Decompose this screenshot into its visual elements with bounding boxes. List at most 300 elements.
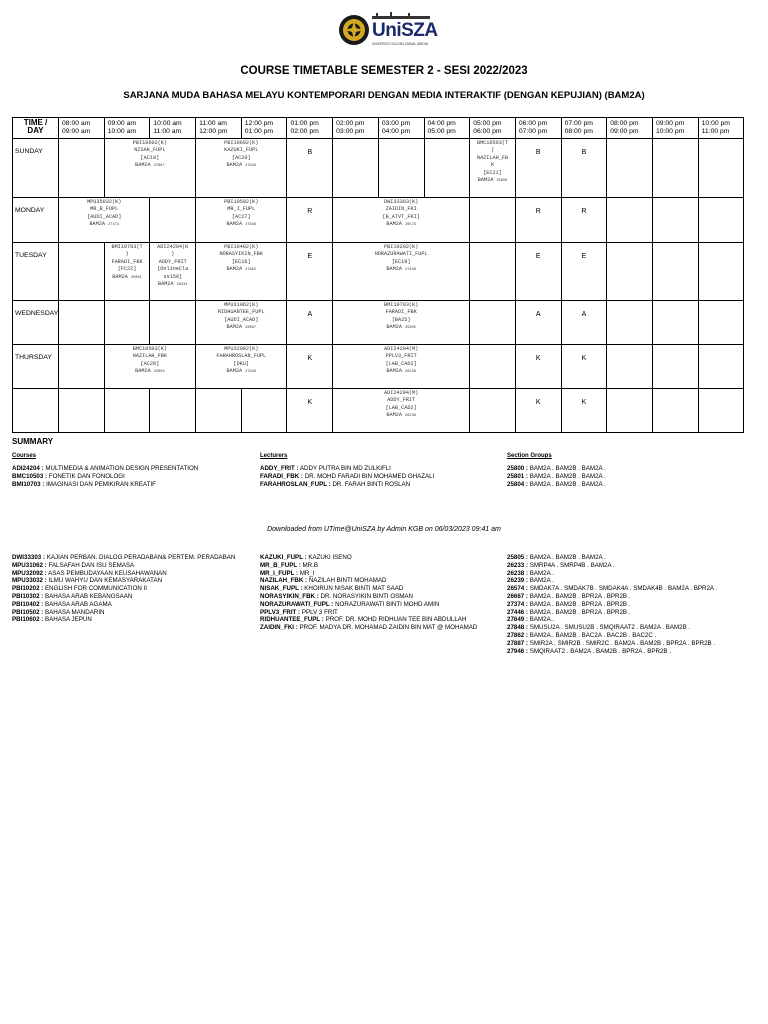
summary-name: BAHASA ARAB KEBANGSAAN	[45, 592, 133, 600]
summary-entry	[12, 481, 198, 489]
unisza-logo	[338, 10, 438, 50]
class-slot-line: ZAIDIN_FKI	[385, 206, 417, 213]
break-marker: A	[561, 301, 607, 345]
summary-name: SMIR2A . SMIR2B . SMIR2C . BAM2A . BAM2B . BPR2A . BPR2B .	[529, 639, 716, 647]
summary-entry	[507, 624, 717, 632]
summary-name: NAZILAH BINTI MOHAMAD	[308, 577, 387, 585]
summary-entry	[12, 465, 198, 473]
class-slot-line: BAM2A 26233	[157, 281, 188, 288]
summary-code: ADDY_FRIT :	[260, 465, 299, 472]
break-marker: K	[287, 389, 333, 433]
section-groups-list-continued	[507, 554, 717, 655]
timetable	[12, 117, 744, 433]
lecturers-list	[260, 465, 434, 489]
summary-code: MR_B_FUPL :	[260, 561, 301, 569]
class-slot-line: PBI10602(K)	[224, 140, 259, 146]
timetable-header-row	[13, 118, 744, 139]
class-slot-line: ss150]	[163, 273, 183, 280]
summary-code: PBI10202 :	[12, 585, 44, 593]
class-slot-line: MPU32092(K)	[224, 346, 259, 352]
summary-entry	[12, 609, 235, 617]
section-group-code: 26574	[405, 223, 416, 228]
class-slot[interactable]	[196, 243, 287, 301]
empty-slot	[150, 301, 196, 345]
summary-name: DR. MOHD FARADI BIN MOHAMED GHAZALI	[304, 473, 435, 480]
class-slot[interactable]	[333, 389, 470, 433]
logo-tagline: UNIVERSITI SULTAN ZAINAL ABIDIN	[372, 42, 428, 46]
class-slot[interactable]	[59, 198, 150, 243]
summary-name: BAM2A . BAM2B . BAC2A . BAC2B . BAC2C .	[529, 631, 657, 639]
empty-slot	[59, 345, 105, 389]
class-slot-text	[196, 243, 286, 275]
empty-slot	[652, 301, 698, 345]
section-group-code: 26233	[176, 283, 188, 288]
summary-name: MR.B	[302, 561, 318, 569]
class-slot-line: FARADI_FBK	[385, 309, 417, 316]
empty-slot	[607, 198, 653, 243]
empty-slot	[652, 345, 698, 389]
time-slot-header: 06:00 pm 07:00 pm	[515, 118, 561, 139]
summary-name: BAM2A . BAM2B . BAM2A .	[529, 465, 606, 472]
class-slot-line: [AC20]	[140, 360, 160, 367]
summary-name: BAHASA ARAB AGAMA	[45, 600, 112, 608]
empty-slot	[607, 389, 653, 433]
break-marker: K	[561, 345, 607, 389]
class-slot-line: KAZUKI_FUPL	[224, 147, 259, 154]
summary-name: PROF. MADYA DR. MOHAMAD ZAIDIN BIN MAT @ MOHAMAD	[299, 624, 478, 632]
summary-code: FARAHROSLAN_FUPL :	[260, 481, 331, 488]
class-slot-line: BMI10703(K)	[384, 302, 419, 308]
class-slot-text	[333, 301, 469, 333]
summary-name: FALSAFAH DAN ISU SEMASA	[48, 561, 135, 569]
summary-entry	[507, 465, 606, 473]
summary-code: 27374 :	[507, 600, 528, 608]
summary-code: 26238 :	[507, 569, 528, 577]
break-marker: K	[515, 389, 561, 433]
class-slot-line: BAM2A 25804	[135, 368, 165, 375]
section-group-code: 25805	[405, 326, 416, 331]
class-slot-text	[59, 198, 149, 230]
summary-code: MPU31062 :	[12, 561, 47, 569]
class-slot-line: [FC22]	[117, 266, 137, 273]
summary-code: 27887 :	[507, 639, 528, 647]
class-slot-line: FARADI_FBK	[111, 258, 143, 265]
summary-code: MR_I_FUPL :	[260, 569, 299, 577]
empty-slot	[698, 198, 744, 243]
summary-name: KHOIRUN NISAK BINTI MAT SAAD	[304, 585, 404, 593]
class-slot[interactable]	[333, 301, 470, 345]
summary-entry	[507, 632, 717, 640]
time-slot-header: 07:00 pm 08:00 pm	[561, 118, 607, 139]
timetable-row	[13, 198, 744, 243]
class-slot-line: BMC10503(T	[476, 140, 509, 146]
summary-name: DR. FARAH BINTI ROSLAN	[332, 481, 411, 488]
summary-entry	[260, 624, 477, 632]
class-slot-line: RIDHUANTEE_FUPL	[217, 309, 265, 316]
class-slot[interactable]	[470, 139, 516, 198]
summary-entry	[12, 577, 235, 585]
summary-name: BAM2A . BAM2B . BPR2A . BPR2B .	[529, 600, 631, 608]
empty-slot	[59, 301, 105, 345]
class-slot-line: DWI33303(K)	[384, 199, 419, 205]
summary-name: DR. NORASYIKIN BINTI OSMAN	[320, 592, 414, 600]
summary-entry	[507, 616, 717, 624]
class-slot-line: BAM2A 27862	[226, 266, 256, 273]
summary-entry	[507, 601, 717, 609]
class-slot-line: [EC21]	[483, 169, 502, 176]
summary-entry	[12, 473, 198, 481]
summary-code: DWI33303 :	[12, 554, 46, 561]
section-group-code: 25800	[496, 179, 508, 184]
class-slot[interactable]	[196, 301, 287, 345]
empty-slot	[470, 243, 516, 301]
class-slot-line: MR_I_FUPL	[227, 206, 256, 213]
class-slot-line: [EC16]	[231, 258, 251, 265]
summary-entry	[12, 616, 235, 624]
summary-code: 25800 :	[507, 465, 528, 472]
summary-code: MPU32092 :	[12, 569, 47, 577]
day-label: SUNDAY	[13, 139, 59, 198]
class-slot-line: NORAZURAWATI_FUPL	[374, 251, 428, 258]
break-marker: R	[287, 198, 333, 243]
summary-entry	[260, 601, 477, 609]
class-slot-line: NORASYIKIN_FBK	[219, 251, 264, 258]
summary-code: 27649 :	[507, 616, 528, 624]
empty-slot	[196, 389, 242, 433]
class-slot-line: ADI24204(M)	[384, 390, 419, 396]
summary-code: PBI10602 :	[12, 616, 44, 624]
class-slot-text	[196, 301, 286, 333]
timetable-row	[13, 301, 744, 345]
summary-entry	[260, 465, 434, 473]
class-slot-line: ADI24204(K	[157, 244, 189, 250]
summary-name: BAM2A . BAM2B . BAM2A .	[529, 481, 606, 488]
class-slot-line: BAM2A 26574	[386, 221, 416, 228]
summary-entry	[260, 473, 434, 481]
summary-entry	[507, 648, 717, 656]
summary-entry	[507, 554, 717, 562]
class-slot[interactable]	[196, 345, 287, 389]
class-slot-text	[105, 139, 195, 171]
summary-code: 26574 :	[507, 585, 528, 593]
class-slot[interactable]	[333, 198, 470, 243]
day-label: THURSDAY	[13, 345, 59, 389]
class-slot-line: BAM2A 27946	[226, 368, 256, 375]
class-slot-line: BAM2A 27446	[386, 266, 416, 273]
class-slot-line: BMI10703(T	[111, 244, 143, 250]
summary-name: ASAS PEMBUDAYAAN KEUSAHAWANAN	[48, 569, 167, 577]
summary-name: BAM2A . BAM2B . BAM2A .	[529, 554, 606, 561]
summary-entry	[260, 554, 477, 562]
class-slot[interactable]	[333, 345, 470, 389]
summary-name: BAM2A . BAM2B . BPR2A . BPR2B .	[529, 608, 631, 616]
summary-name: BAM2A .	[529, 577, 554, 585]
class-slot[interactable]	[104, 345, 195, 389]
class-slot-line: [B_ATVT_FKI]	[382, 213, 420, 220]
download-note: Downloaded from UTime@UniSZA by Admin KGB on 06/03/2023 09:41 am	[267, 526, 501, 533]
break-marker: K	[287, 345, 333, 389]
class-slot-line: BAM2A 27374	[89, 221, 119, 228]
summary-entry	[260, 570, 477, 578]
logo-wordmark: UniSZA	[372, 20, 438, 41]
time-slot-header: 09:00 pm 10:00 pm	[652, 118, 698, 139]
section-group-code: 25804	[153, 370, 165, 375]
empty-slot	[424, 139, 470, 198]
time-slot-header: 03:00 pm 04:00 pm	[378, 118, 424, 139]
summary-entry	[507, 640, 717, 648]
class-slot-text	[196, 198, 286, 230]
summary-entry	[507, 585, 717, 593]
class-slot-line: PBI10202(K)	[384, 244, 419, 250]
empty-slot	[698, 301, 744, 345]
summary-code: PBI10302 :	[12, 592, 44, 600]
break-marker: R	[515, 198, 561, 243]
break-marker: B	[561, 139, 607, 198]
summary-name: ENGLISH FOR COMMUNICATION II	[45, 585, 148, 593]
time-slot-header: 08:00 pm 09:00 pm	[607, 118, 653, 139]
class-slot-text	[470, 139, 515, 185]
timetable-row	[13, 345, 744, 389]
class-slot-line: MPU31062(K)	[224, 302, 259, 308]
break-marker: B	[287, 139, 333, 198]
day-label: TUESDAY	[13, 243, 59, 301]
summary-code: 26239 :	[507, 577, 528, 585]
summary-entry	[12, 554, 235, 562]
summary-code: PPLV3_FRIT :	[260, 608, 301, 616]
summary-name: ILMU WAHYU DAN KEMASYARAKATAN	[48, 577, 163, 585]
break-marker: B	[515, 139, 561, 198]
summary-entry	[507, 609, 717, 617]
empty-slot	[698, 139, 744, 198]
class-slot-line: BAM2A 25800	[477, 177, 508, 184]
summary-name: KAZUKI ISENO	[308, 554, 352, 561]
summary-code: PBI10502 :	[12, 608, 44, 616]
empty-slot	[59, 243, 105, 301]
summary-entry	[507, 562, 717, 570]
summary-code: ZAIDIN_FKI :	[260, 624, 298, 632]
summary-name: BAM2A . BAM2B . BPR2A . BPR2B .	[529, 592, 631, 600]
summary-entry	[260, 562, 477, 570]
lecturers-heading: Lecturers	[260, 453, 288, 459]
empty-slot	[333, 139, 379, 198]
class-slot-line: ADI24204(M)	[384, 346, 419, 352]
summary-entry	[12, 562, 235, 570]
summary-name: SMRP4A . SMRP4B . BAM2A .	[529, 561, 615, 569]
empty-slot	[241, 389, 287, 433]
class-slot-line: K	[490, 162, 495, 169]
summary-name: MR_I	[299, 569, 315, 577]
lecturers-list-continued	[260, 554, 477, 632]
class-slot-line: [DKU]	[233, 360, 250, 367]
summary-entry	[260, 616, 477, 624]
empty-slot	[470, 345, 516, 389]
class-slot[interactable]	[196, 198, 287, 243]
timetable-row	[13, 139, 744, 198]
courses-heading: Courses	[12, 453, 37, 459]
class-slot[interactable]	[104, 139, 195, 198]
summary-entry	[260, 609, 477, 617]
summary-name: NORAZURAWATI BINTI MOHD AMIN	[335, 600, 440, 608]
empty-slot	[652, 139, 698, 198]
timetable-row	[13, 243, 744, 301]
summary-code: 25805 :	[507, 554, 528, 561]
summary-entry	[260, 481, 434, 489]
time-slot-header: 04:00 pm 05:00 pm	[424, 118, 470, 139]
section-group-code: 27374	[108, 223, 119, 228]
document-subtitle: SARJANA MUDA BAHASA MELAYU KONTEMPORARI DENGAN MEDIA INTERAKTIF (DENGAN KEPUJIAN) (BAM2A)	[123, 90, 645, 101]
summary-entry	[507, 570, 717, 578]
summary-code: NORASYIKIN_FBK :	[260, 592, 319, 600]
time-slot-header: 02:00 pm 03:00 pm	[333, 118, 379, 139]
class-slot[interactable]	[333, 243, 470, 301]
empty-slot	[59, 389, 105, 433]
section-group-code: 27946	[245, 370, 256, 375]
time-slot-header: 09:00 am 10:00 am	[104, 118, 150, 139]
class-slot-text	[333, 389, 469, 421]
summary-entry	[12, 593, 235, 601]
break-marker: E	[515, 243, 561, 301]
class-slot[interactable]	[196, 139, 287, 198]
class-slot-line: BAM2A 27887	[135, 162, 165, 169]
section-group-code: 27649	[245, 164, 256, 169]
class-slot-line: NISAK_FUPL	[134, 147, 166, 154]
summary-entry	[260, 577, 477, 585]
summary-name: BAHASA MANDARIN	[45, 608, 105, 616]
summary-code: BMI10703 :	[12, 481, 45, 488]
summary-name: IMAGINASI DAN PEMIKIRAN KREATIF	[46, 481, 156, 488]
class-slot-line: FARAHROSLAN_FUPL	[216, 353, 267, 360]
summary-code: NAZILAH_FBK :	[260, 577, 308, 585]
break-marker: E	[287, 243, 333, 301]
summary-name: ADDY PUTRA BIN MD ZULKIFLI	[299, 465, 391, 472]
summary-code: 27946 :	[507, 647, 528, 655]
class-slot-line: NAZILAH_FB	[476, 154, 509, 161]
class-slot-line: [EC19]	[391, 258, 411, 265]
class-slot-line: BAM2A 25805	[386, 324, 416, 331]
class-slot-line: PBI10602(K)	[132, 140, 167, 146]
summary-entry	[507, 577, 717, 585]
empty-slot	[150, 389, 196, 433]
empty-slot	[607, 345, 653, 389]
empty-slot	[150, 198, 196, 243]
section-group-code: 27862	[245, 268, 256, 273]
day-label	[13, 389, 59, 433]
summary-entry	[260, 585, 477, 593]
summary-code: MPU33032 :	[12, 577, 47, 585]
class-slot-line: [AUDI_ACAD]	[87, 213, 122, 220]
summary-code: 26233 :	[507, 561, 528, 569]
empty-slot	[59, 139, 105, 198]
class-slot-text	[196, 139, 286, 171]
class-slot-line: BMC10503(K)	[132, 346, 167, 352]
day-label: MONDAY	[13, 198, 59, 243]
break-marker: R	[561, 198, 607, 243]
empty-slot	[698, 389, 744, 433]
empty-slot	[652, 243, 698, 301]
time-slot-header: 10:00 pm 11:00 pm	[698, 118, 744, 139]
empty-slot	[607, 301, 653, 345]
break-marker: K	[515, 345, 561, 389]
class-slot[interactable]	[150, 243, 196, 301]
class-slot[interactable]	[104, 243, 150, 301]
summary-name: SMUSU2A . SMUSU2B . SMQIRAAT2 . BAM2A . BAM2B .	[529, 624, 691, 632]
class-slot-text	[333, 198, 469, 230]
summary-entry	[260, 593, 477, 601]
summary-name: BAM2A .	[529, 616, 554, 624]
summary-code: RIDHUANTEE_FUPL :	[260, 616, 324, 624]
time-slot-header: 01:00 pm 02:00 pm	[287, 118, 333, 139]
summary-name: MULTIMEDIA & ANIMATION DESIGN PRESENTATION	[45, 465, 199, 472]
class-slot-line: [OnlineCla	[157, 266, 189, 273]
day-label: WEDNESDAY	[13, 301, 59, 345]
courses-list-continued	[12, 554, 235, 624]
time-slot-header: 08:00 am 09:00 am	[59, 118, 105, 139]
summary-name: SMQIRAAT2 . BAM2A . BAM2B . BPR2A . BPR2B .	[529, 647, 671, 655]
summary-code: 27446 :	[507, 608, 528, 616]
empty-slot	[470, 301, 516, 345]
class-slot-text	[333, 243, 469, 275]
summary-name: SMDAK7A . SMDAK7B . SMDAK4A . SMDAK4B . BAM2A . BPR2A .	[529, 585, 718, 593]
summary-code: PBI10402 :	[12, 600, 44, 608]
class-slot-line: NAZILAH_FBK	[132, 353, 167, 360]
class-slot-line: PBI10502(K)	[224, 199, 259, 205]
summary-code: KAZUKI_FUPL :	[260, 554, 307, 561]
summary-name: PROF. DR. MOHD RIDHUAN TEE BIN ABDULLAH	[325, 616, 467, 624]
summary-name: KAJIAN PERBAN. DIALOG PERADABAN& PERTEM. PERADABAN	[46, 554, 236, 561]
summary-name: BAHASA JEPUN	[45, 616, 92, 624]
timetable-row	[13, 389, 744, 433]
courses-list	[12, 465, 198, 489]
summary-entry	[12, 585, 235, 593]
empty-slot	[104, 301, 150, 345]
summary-entry	[507, 481, 606, 489]
summary-code: 25804 :	[507, 481, 528, 488]
class-slot-line: [LAB_CAD2]	[385, 404, 417, 411]
class-slot-line: ADDY_FRIT	[387, 397, 416, 404]
summary-heading: SUMMARY	[12, 437, 54, 446]
summary-code: NISAK_FUPL :	[260, 585, 303, 593]
document-title: COURSE TIMETABLE SEMESTER 2 - SESI 2022/2023	[240, 65, 528, 77]
summary-name: BAM2A . BAM2B . BAM2A .	[529, 473, 606, 480]
summary-entry	[507, 593, 717, 601]
empty-slot	[698, 243, 744, 301]
summary-entry	[12, 601, 235, 609]
day-column-header: TIME / DAY	[13, 118, 59, 139]
section-group-code: 27946	[245, 223, 256, 228]
class-slot-line: ADDY_FRIT	[158, 258, 187, 265]
section-group-code: 26238	[405, 414, 416, 419]
time-slot-header: 10:00 am 11:00 am	[150, 118, 196, 139]
summary-name: FONETIK DAN FONOLOGI	[48, 473, 125, 480]
class-slot-line: [AUDI_ACAD]	[224, 316, 259, 323]
section-groups-list	[507, 465, 606, 489]
summary-name: PPLV 3 FRIT	[301, 608, 338, 616]
summary-entry	[507, 473, 606, 481]
class-slot-line: PBI10402(K)	[224, 244, 259, 250]
break-marker: E	[561, 243, 607, 301]
class-slot-line: PPLV3_FRIT	[385, 353, 417, 360]
time-slot-header: 11:00 am 12:00 pm	[196, 118, 242, 139]
empty-slot	[698, 345, 744, 389]
summary-code: 27848 :	[507, 624, 528, 632]
section-group-code: 25801	[130, 275, 142, 280]
empty-slot	[652, 198, 698, 243]
section-group-code: 27446	[405, 268, 416, 273]
class-slot-line: MR_B_FUPL	[90, 206, 119, 213]
summary-code: 27862 :	[507, 631, 528, 639]
summary-name: BAM2A .	[529, 569, 554, 577]
summary-entry	[12, 570, 235, 578]
